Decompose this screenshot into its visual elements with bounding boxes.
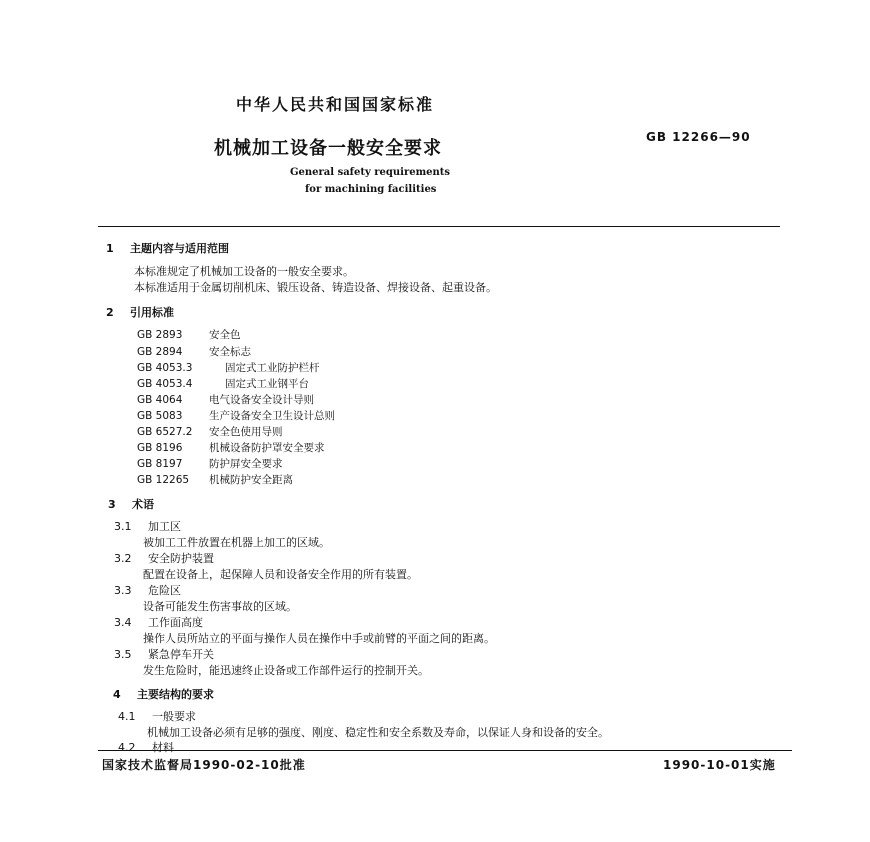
item-number: 4.1 [118,710,136,723]
term-name: 危险区 [148,584,181,597]
term-number: 3.4 [114,616,132,629]
term-name: 加工区 [148,520,181,533]
section-title: 主要结构的要求 [137,688,214,701]
section-heading-1 [106,240,229,256]
reference-title: 机械防护安全距离 [209,474,293,486]
reference-item [137,424,283,439]
reference-code: GB 8197 [137,458,183,470]
reference-title: 生产设备安全卫生设计总则 [209,410,335,422]
document-title-en-line2: for machining facilities [305,184,437,195]
item-number: 4.2 [118,741,136,754]
reference-item [137,376,309,391]
term-name: 紧急停车开关 [148,648,214,661]
section-title: 术语 [132,498,154,511]
term-definition: 操作人员所站立的平面与操作人员在操作中手或前臂的平面之间的距离。 [143,632,495,645]
term-number: 3.1 [114,520,132,533]
reference-code: GB 12265 [137,474,190,486]
term-heading [114,582,181,598]
document-title-en-line1: General safety requirements [290,167,451,178]
term-heading [114,646,214,662]
reference-code: GB 6527.2 [137,426,193,438]
reference-title: 安全标志 [209,346,251,358]
footer-divider [98,750,792,751]
section-number: 3 [108,498,116,511]
reference-item [137,344,251,359]
reference-title: 电气设备安全设计导则 [209,394,314,406]
section-heading-2 [106,304,174,320]
term-number: 3.5 [114,648,132,661]
reference-item [137,392,314,407]
reference-title: 安全色 [209,329,241,341]
reference-code: GB 2893 [137,329,183,341]
reference-item [137,360,320,375]
term-definition: 配置在设备上，起保障人员和设备安全作用的所有装置。 [143,568,418,581]
reference-item [137,456,283,471]
item-title: 一般要求 [152,710,196,723]
reference-item [137,408,335,423]
item-title: 材料 [152,741,174,754]
paragraph: 本标准适用于金属切削机床、锻压设备、铸造设备、焊接设备、起重设备。 [134,281,497,294]
paragraph: 本标准规定了机械加工设备的一般安全要求。 [134,265,354,278]
reference-title: 固定式工业防护栏杆 [225,362,320,374]
term-heading [114,614,203,630]
item-text: 机械加工设备必须有足够的强度、刚度、稳定性和安全系数及寿命，以保证人身和设备的安全。 [147,726,609,739]
approval-note: 国家技术监督局1990-02-10批准 [102,758,306,772]
term-number: 3.2 [114,552,132,565]
term-number: 3.3 [114,584,132,597]
item-heading [118,739,174,755]
reference-code: GB 2894 [137,346,183,358]
term-definition: 发生危险时，能迅速终止设备或工作部件运行的控制开关。 [143,664,429,677]
reference-code: GB 4053.3 [137,362,193,374]
term-definition: 被加工工件放置在机器上加工的区域。 [143,536,330,549]
term-name: 工作面高度 [148,616,203,629]
reference-item [137,327,241,342]
reference-item [137,440,325,455]
item-heading [118,708,196,724]
header-divider [98,226,780,227]
term-definition: 设备可能发生伤害事故的区域。 [143,600,297,613]
section-number: 1 [106,242,114,255]
reference-title: 安全色使用导则 [209,426,283,438]
section-heading-4 [113,686,214,702]
term-heading [114,518,181,534]
national-standard-heading: 中华人民共和国国家标准 [236,95,435,114]
section-number: 4 [113,688,121,701]
section-title: 主题内容与适用范围 [130,242,229,255]
section-title: 引用标准 [130,306,174,319]
reference-title: 固定式工业钢平台 [225,378,309,390]
reference-code: GB 8196 [137,442,183,454]
implementation-date: 1990-10-01实施 [663,758,776,772]
reference-code: GB 5083 [137,410,183,422]
reference-code: GB 4064 [137,394,183,406]
reference-title: 机械设备防护罩安全要求 [209,442,325,454]
term-name: 安全防护装置 [148,552,214,565]
term-heading [114,550,214,566]
reference-title: 防护屏安全要求 [209,458,283,470]
section-heading-3 [108,496,154,512]
reference-code: GB 4053.4 [137,378,193,390]
standard-code: GB 12266—90 [646,130,751,144]
document-title-cn: 机械加工设备一般安全要求 [214,138,442,159]
section-number: 2 [106,306,114,319]
reference-item [137,472,293,487]
